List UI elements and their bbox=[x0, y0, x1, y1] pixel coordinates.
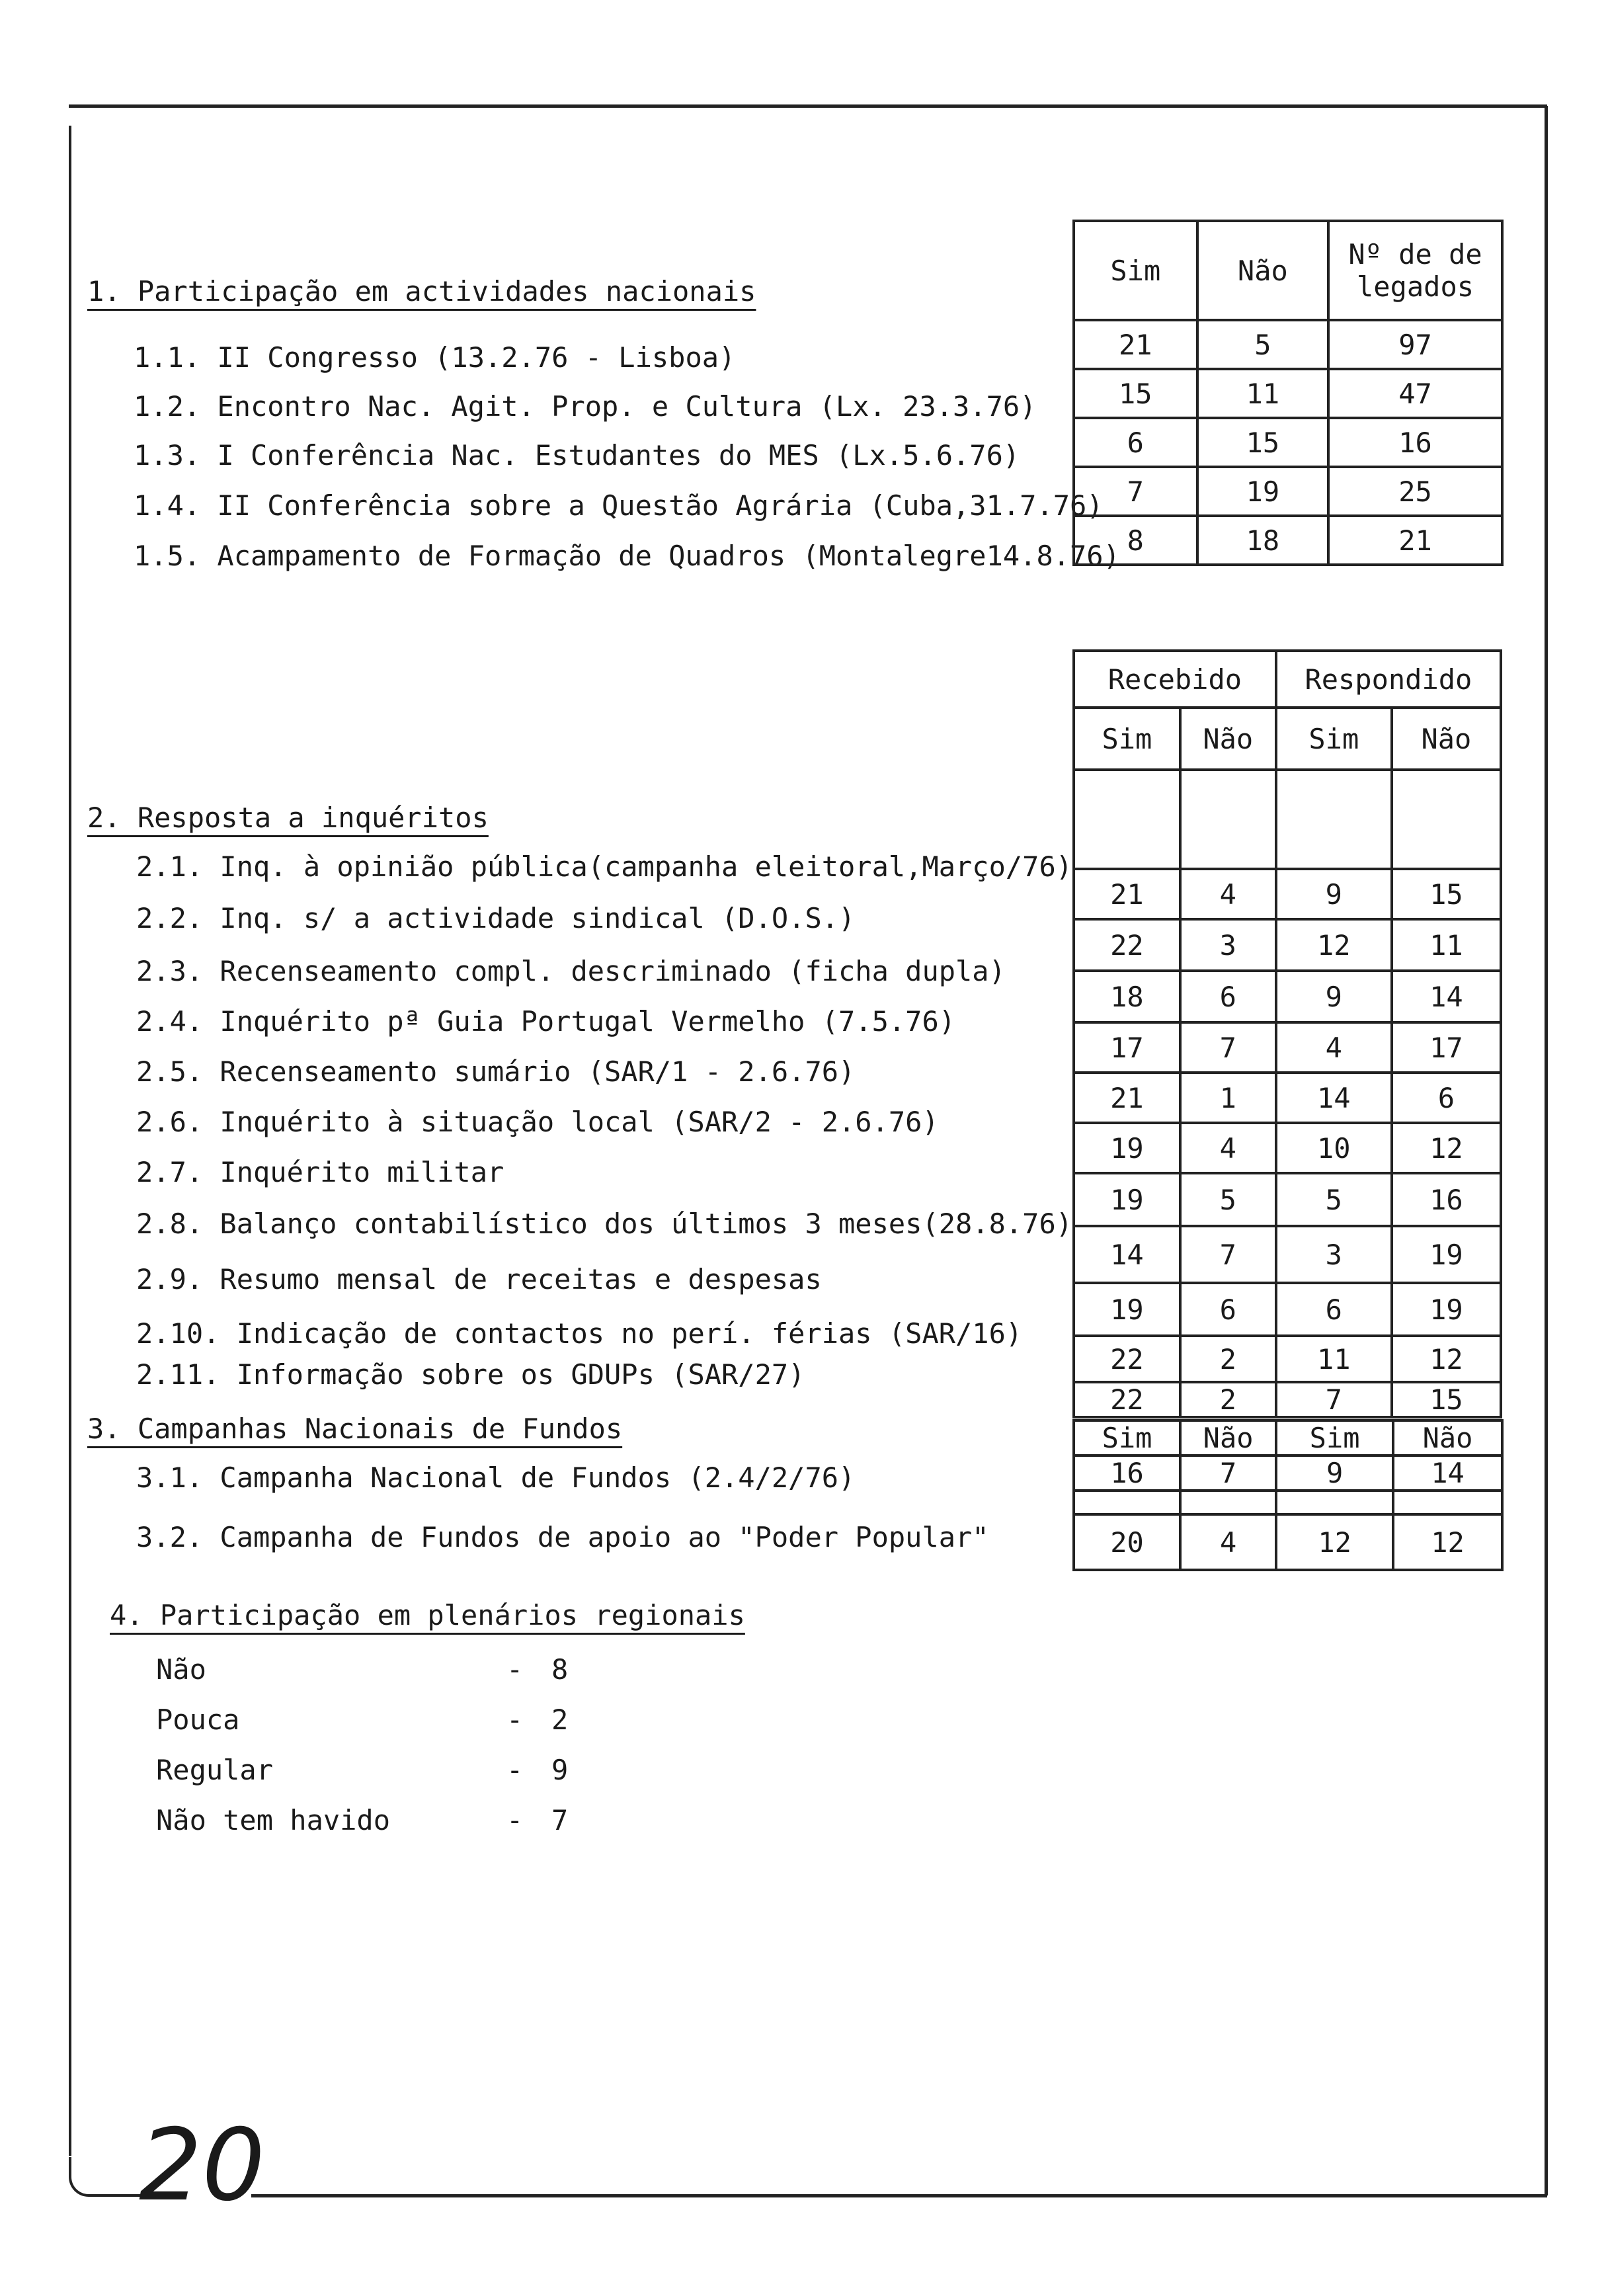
table-cell: 19 bbox=[1074, 1123, 1180, 1173]
table-cell: 10 bbox=[1276, 1123, 1392, 1173]
table-cell: 7 bbox=[1180, 1226, 1276, 1283]
plenario-dash: - bbox=[506, 1804, 524, 1836]
cell-sim: 6 bbox=[1074, 418, 1197, 467]
section2-heading: 2. Resposta a inquéritos bbox=[87, 801, 489, 834]
section4-heading: 4. Participação em plenários regionais bbox=[110, 1599, 745, 1631]
header-nao: Não bbox=[1197, 221, 1328, 320]
table-cell: 3 bbox=[1180, 919, 1276, 971]
cell-delegados: 21 bbox=[1328, 516, 1502, 565]
table-cell: 17 bbox=[1392, 1022, 1501, 1073]
plenario-dash: - bbox=[506, 1754, 524, 1786]
table-cell: 6 bbox=[1180, 971, 1276, 1022]
table-cell: 6 bbox=[1180, 1283, 1276, 1336]
section1-table bbox=[1072, 220, 1504, 566]
plenario-row bbox=[156, 1653, 569, 1686]
page-number: 20 bbox=[139, 2108, 265, 2223]
table-cell: 2 bbox=[1180, 1382, 1276, 1417]
table-cell: 2 bbox=[1180, 1336, 1276, 1382]
frame-right-line bbox=[1545, 106, 1548, 2195]
plenario-value: 8 bbox=[551, 1653, 569, 1686]
table-cell bbox=[1180, 1491, 1276, 1514]
table-cell: 6 bbox=[1276, 1283, 1392, 1336]
table-cell bbox=[1276, 1491, 1393, 1514]
section2-row-label: 2.2. Inq. s/ a actividade sindical (D.O.S.) bbox=[136, 902, 856, 934]
plenario-dash: - bbox=[506, 1703, 524, 1736]
header-nao: Não bbox=[1392, 708, 1501, 770]
cell-delegados: 25 bbox=[1328, 467, 1502, 516]
table-cell: 15 bbox=[1392, 1382, 1501, 1417]
table-cell: 12 bbox=[1393, 1514, 1502, 1570]
section2-row-label: 2.8. Balanço contabilístico dos últimos 3 meses(28.8.76) bbox=[136, 1208, 1073, 1240]
table-cell: 21 bbox=[1074, 869, 1180, 919]
table-cell: 4 bbox=[1180, 1123, 1276, 1173]
frame-top-line bbox=[69, 104, 1547, 108]
section2-row-label: 2.3. Recenseamento compl. descriminado (ficha dupla) bbox=[136, 955, 1006, 987]
plenario-label: Não bbox=[156, 1653, 206, 1686]
cell-delegados: 16 bbox=[1328, 418, 1502, 467]
section3-table bbox=[1072, 1419, 1504, 1571]
table-cell bbox=[1393, 1491, 1502, 1514]
table-cell: 17 bbox=[1074, 1022, 1180, 1073]
header-nao: Não bbox=[1180, 1420, 1276, 1456]
table-cell bbox=[1392, 770, 1501, 869]
plenario-dash: - bbox=[506, 1653, 524, 1686]
table-cell: 22 bbox=[1074, 1382, 1180, 1417]
cell-nao: 15 bbox=[1197, 418, 1328, 467]
table-cell: 15 bbox=[1392, 869, 1501, 919]
table-cell: 11 bbox=[1276, 1336, 1392, 1382]
section3-row-label: 3.2. Campanha de Fundos de apoio ao "Poder Popular" bbox=[136, 1521, 989, 1553]
section2-table bbox=[1072, 649, 1502, 1418]
frame-left-line bbox=[69, 126, 71, 2156]
section1-row-label: 1.3. I Conferência Nac. Estudantes do MES (Lx.5.6.76) bbox=[134, 439, 1020, 472]
table-cell: 9 bbox=[1276, 1456, 1393, 1491]
plenario-row bbox=[156, 1804, 569, 1836]
section1-row-label: 1.4. II Conferência sobre a Questão Agrária (Cuba,31.7.76) bbox=[134, 489, 1104, 522]
header-nao: Não bbox=[1393, 1420, 1502, 1456]
section2-row-label: 2.11. Informação sobre os GDUPs (SAR/27) bbox=[136, 1358, 805, 1391]
table-cell: 5 bbox=[1180, 1173, 1276, 1226]
header-sim: Sim bbox=[1276, 708, 1392, 770]
section1-row-label: 1.5. Acampamento de Formação de Quadros (Montalegre14.8.76) bbox=[134, 540, 1120, 572]
section1-row-label: 1.2. Encontro Nac. Agit. Prop. e Cultura (Lx. 23.3.76) bbox=[134, 390, 1037, 423]
header-respondido: Respondido bbox=[1276, 651, 1501, 708]
table-cell: 19 bbox=[1074, 1283, 1180, 1336]
table-cell: 14 bbox=[1276, 1073, 1392, 1123]
table-cell bbox=[1074, 1491, 1180, 1514]
section2-row-label: 2.4. Inquérito pª Guia Portugal Vermelho (7.5.76) bbox=[136, 1005, 956, 1038]
table-cell: 18 bbox=[1074, 971, 1180, 1022]
section2-row-label: 2.10. Indicação de contactos no perí. férias (SAR/16) bbox=[136, 1317, 1023, 1350]
cell-sim: 8 bbox=[1074, 516, 1197, 565]
plenario-value: 7 bbox=[551, 1804, 569, 1836]
table-cell: 12 bbox=[1276, 1514, 1393, 1570]
cell-nao: 19 bbox=[1197, 467, 1328, 516]
section2-row-label: 2.1. Inq. à opinião pública(campanha eleitoral,Março/76) bbox=[136, 850, 1073, 883]
table-cell: 14 bbox=[1074, 1226, 1180, 1283]
table-cell: 4 bbox=[1180, 1514, 1276, 1570]
table-cell: 19 bbox=[1392, 1226, 1501, 1283]
table-cell: 1 bbox=[1180, 1073, 1276, 1123]
plenario-row bbox=[156, 1754, 569, 1786]
header-sim: Sim bbox=[1276, 1420, 1393, 1456]
section2-row-label: 2.6. Inquérito à situação local (SAR/2 - 2.6.76) bbox=[136, 1106, 939, 1138]
frame-bottom-line bbox=[251, 2194, 1547, 2197]
table-cell: 14 bbox=[1393, 1456, 1502, 1491]
table-cell: 7 bbox=[1276, 1382, 1392, 1417]
table-cell: 4 bbox=[1276, 1022, 1392, 1073]
table-cell: 5 bbox=[1276, 1173, 1392, 1226]
table-cell: 22 bbox=[1074, 919, 1180, 971]
header-sim: Sim bbox=[1074, 221, 1197, 320]
table-cell: 20 bbox=[1074, 1514, 1180, 1570]
plenario-row bbox=[156, 1703, 569, 1736]
cell-delegados: 47 bbox=[1328, 369, 1502, 418]
cell-nao: 11 bbox=[1197, 369, 1328, 418]
section2-row-label: 2.9. Resumo mensal de receitas e despesas bbox=[136, 1263, 822, 1295]
table-cell: 7 bbox=[1180, 1022, 1276, 1073]
header-sim: Sim bbox=[1074, 1420, 1180, 1456]
table-cell: 12 bbox=[1392, 1123, 1501, 1173]
table-cell: 16 bbox=[1074, 1456, 1180, 1491]
cell-delegados: 97 bbox=[1328, 320, 1502, 369]
table-cell bbox=[1074, 770, 1180, 869]
table-cell: 9 bbox=[1276, 869, 1392, 919]
table-cell: 6 bbox=[1392, 1073, 1501, 1123]
section1-row-label: 1.1. II Congresso (13.2.76 - Lisboa) bbox=[134, 341, 736, 374]
table-cell: 19 bbox=[1074, 1173, 1180, 1226]
plenario-label: Pouca bbox=[156, 1703, 240, 1736]
plenario-value: 9 bbox=[551, 1754, 569, 1786]
header-delegados: Nº de de legados bbox=[1328, 221, 1502, 320]
table-cell: 12 bbox=[1392, 1336, 1501, 1382]
section3-heading: 3. Campanhas Nacionais de Fundos bbox=[87, 1413, 623, 1445]
plenario-label: Não tem havido bbox=[156, 1804, 391, 1836]
table-cell: 16 bbox=[1392, 1173, 1501, 1226]
table-cell: 9 bbox=[1276, 971, 1392, 1022]
header-recebido: Recebido bbox=[1074, 651, 1276, 708]
header-sim: Sim bbox=[1074, 708, 1180, 770]
cell-sim: 21 bbox=[1074, 320, 1197, 369]
table-cell: 12 bbox=[1276, 919, 1392, 971]
cell-nao: 18 bbox=[1197, 516, 1328, 565]
section1-heading: 1. Participação em actividades nacionais bbox=[87, 275, 756, 308]
table-cell: 3 bbox=[1276, 1226, 1392, 1283]
frame-corner bbox=[69, 2157, 144, 2197]
section3-row-label: 3.1. Campanha Nacional de Fundos (2.4/2/76) bbox=[136, 1461, 856, 1494]
header-nao: Não bbox=[1180, 708, 1276, 770]
section2-row-label: 2.7. Inquérito militar bbox=[136, 1156, 504, 1188]
cell-sim: 15 bbox=[1074, 369, 1197, 418]
table-cell: 4 bbox=[1180, 869, 1276, 919]
table-cell: 7 bbox=[1180, 1456, 1276, 1491]
table-cell bbox=[1180, 770, 1276, 869]
plenario-label: Regular bbox=[156, 1754, 274, 1786]
table-cell bbox=[1276, 770, 1392, 869]
cell-sim: 7 bbox=[1074, 467, 1197, 516]
plenario-value: 2 bbox=[551, 1703, 569, 1736]
table-cell: 14 bbox=[1392, 971, 1501, 1022]
table-cell: 11 bbox=[1392, 919, 1501, 971]
table-cell: 19 bbox=[1392, 1283, 1501, 1336]
cell-nao: 5 bbox=[1197, 320, 1328, 369]
section2-row-label: 2.5. Recenseamento sumário (SAR/1 - 2.6.76) bbox=[136, 1055, 856, 1088]
table-cell: 21 bbox=[1074, 1073, 1180, 1123]
table-cell: 22 bbox=[1074, 1336, 1180, 1382]
